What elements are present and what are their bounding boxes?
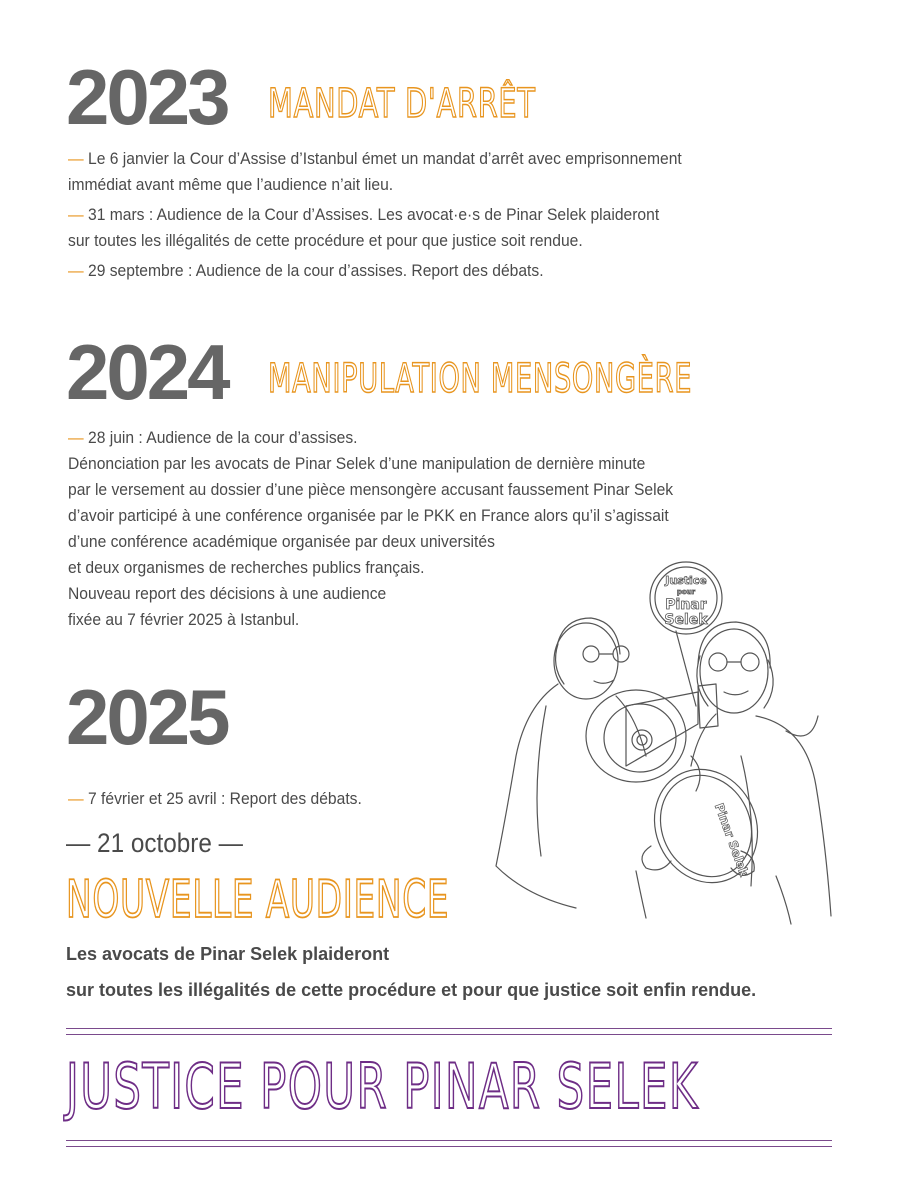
footer-rule-top-1 [66,1028,832,1029]
headline-nouvelle-audience: NOUVELLE AUDIENCE [66,870,450,930]
right-head [700,629,768,713]
year-2024: 2024 [66,328,228,416]
footer-rule-top-2 [66,1034,832,1035]
headline-manipulation: MANIPULATION MENSONGÈRE [268,356,693,402]
text-2024: — 28 juin : Audience de la cour d’assises. Dénonciation par les avocats de Pinar Selek d’une manipulation de dernière minute par le versement au dossier d’une pièce mensongère accusant faussement Pinar Selek d’avoir participé à une conférence organisée par le PKK en France alors qu’il s’agissait d’une conférence académique organisée par deux universités et deux organismes de recherches publics français. Nouveau report des décisions à une audience fixée au 7 février 2025 à Istanbul. [68,428,674,629]
year-2023: 2023 [66,53,228,141]
footer-rule-bottom-2 [66,1146,832,1147]
protest-illustration [486,556,856,928]
left-head [554,623,618,699]
bold-line-2: sur toutes les illégalités de cette procédure et pour que justice soit enfin rendue. [66,980,757,1000]
sign-text-2: pour [676,588,696,596]
footer-title: JUSTICE POUR PINAR SELEK [66,1050,699,1123]
year-2025: 2025 [66,673,228,761]
items-2023: — Le 6 janvier la Cour d’Assise d’Istanbul émet un mandat d’arrêt avec emprisonnement immédiat avant même que l’audience n’ait lieu. — 31 mars : Audience de la Cour d’Assises. Les avocat·e·s de Pinar Selek plaideront sur toutes les illégalités de cette procédure et pour que justice soit rendue. — 29 septembre : Audience de la cour d’assises. Report des débats. [68,146,682,284]
item-2023-1: — Le 6 janvier la Cour d’Assise d’Istanbul émet un mandat d’arrêt avec emprisonnement [68,149,682,168]
bold-line-1: Les avocats de Pinar Selek plaideront [66,944,390,964]
sign-text-4: Selek [664,612,708,628]
svg-text:Pinar Selek: Pinar Selek [711,801,752,879]
sign-text-3: Pinar [665,597,707,613]
footer-rule-bottom-1 [66,1140,832,1141]
item-2025: — 7 février et 25 avril : Report des débats. [68,789,362,808]
sign-text-1: Justice [665,574,707,587]
headline-mandat: MANDAT D'ARRÊT [268,81,536,127]
round-banner [636,752,776,899]
item-2023-3: — 29 septembre : Audience de la cour d’assises. Report des débats. [68,261,544,280]
date-label: — 21 octobre — [66,828,243,858]
item-2023-2: — 31 mars : Audience de la Cour d’Assises. Les avocat·e·s de Pinar Selek plaideront [68,205,660,224]
